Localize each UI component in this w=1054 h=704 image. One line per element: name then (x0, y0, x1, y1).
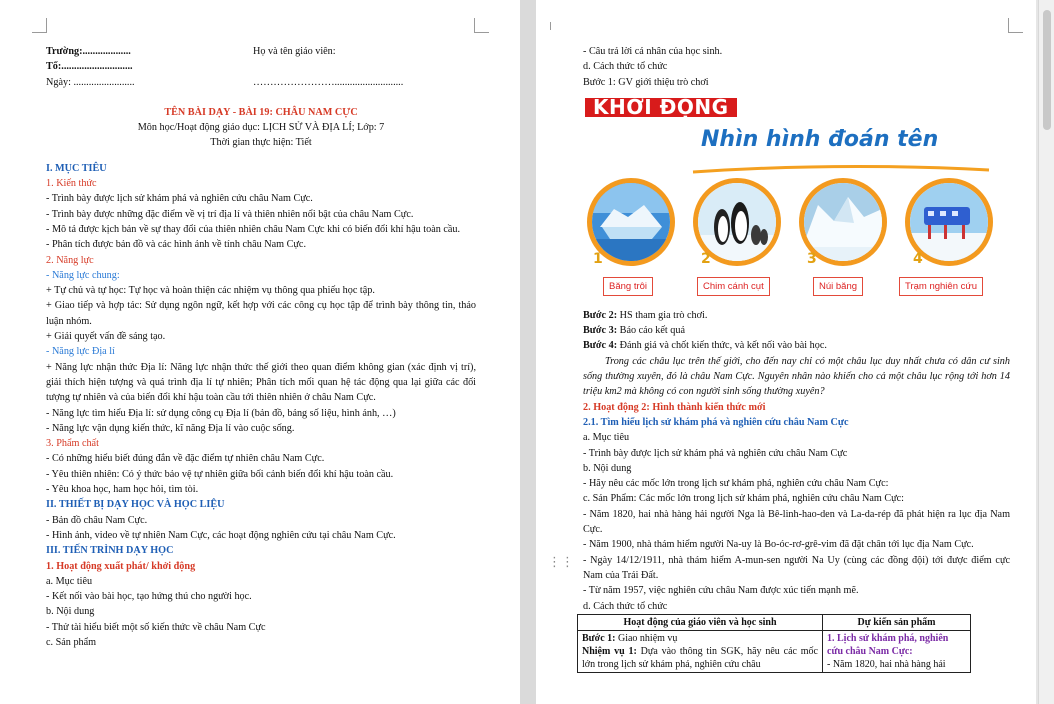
text-line: I. MỤC TIÊU (46, 162, 107, 174)
subject-line: Môn học/Hoạt động giáo dục: LỊCH SỬ VÀ ĐỊA LÍ; Lớp: 7 (137, 122, 385, 134)
step-text: Đánh giá và chốt kiến thức, và kết nối vào bài học. (617, 340, 827, 352)
step-line (583, 338, 1010, 353)
text-line: - Hãy nêu các mốc lớn trong lịch sư khám phá, nghiên cứu châu Nam Cực: (583, 478, 889, 490)
picture-number-3: 3 (807, 250, 817, 267)
scrollbar-thumb[interactable] (1043, 10, 1051, 130)
step-text: HS tham gia trò chơi. (617, 309, 708, 321)
step-1-text: Giao nhiệm vụ (615, 632, 678, 644)
text-line: + Tự chủ và tự học: Tự học và hoàn thiện các nhiệm vụ thông qua phiếu học tập. (46, 285, 375, 297)
table-row (578, 630, 971, 672)
text-line: - Từ năm 1957, việc nghiên cứu châu Nam được xúc tiến mạnh mẽ. (583, 585, 859, 597)
text-line: 1. Hoạt động xuất phát/ khởi động (46, 560, 196, 572)
step-text: Báo cáo kết quả (617, 325, 685, 337)
table-header-product: Dự kiến sản phẩm (823, 614, 971, 630)
page-corner-mark (1008, 18, 1023, 33)
game-badge: KHỞI ĐỘNG (585, 98, 737, 117)
text-line: b. Nội dung (583, 462, 632, 474)
text-line: - Năng lực vận dụng kiến thức, kĩ năng Địa lí vào cuộc sống. (46, 422, 295, 434)
document-page-2 (536, 0, 1036, 704)
teacher-field: Họ và tên giáo viên: (253, 46, 336, 57)
product-heading: 1. Lịch sử khám phá, nghiên cứu châu Nam Cực: (827, 632, 949, 657)
step-label: Bước 2: (583, 309, 618, 321)
text-line: - Năng lực tìm hiểu Địa lí: sử dụng công cụ Địa lí (bản đồ, bảng số liệu, hình ảnh, …) (46, 407, 396, 419)
text-line: - Năm 1820, hai nhà hàng hải người Nga là Bê-linh-hao-den và La-da-rép đã phát hiện ra lục địa Nam Cực. (583, 508, 1010, 536)
task-1-label: Nhiệm vụ 1: (582, 645, 637, 657)
page-2-body (583, 400, 1010, 614)
text-line: 1. Kiến thức (46, 178, 97, 190)
text-line: - Câu trả lời cá nhân của học sinh. (583, 46, 723, 57)
vertical-scrollbar[interactable] (1038, 0, 1054, 704)
text-line: c. Sản Phẩm: Các mốc lớn trong lịch sử khám phá, nghiên cứu châu Nam Cực: (583, 493, 905, 505)
game-title: Nhìn hình đoán tên (701, 126, 939, 152)
text-line: III. TIẾN TRÌNH DẠY HỌC (46, 545, 174, 557)
picture-number-2: 2 (701, 250, 711, 267)
text-line: II. THIẾT BỊ DẠY HỌC VÀ HỌC LIỆU (46, 499, 225, 511)
signature-dots: ……………………........................... (253, 76, 404, 88)
caption-glacier: Núi băng (813, 277, 863, 296)
caption-penguin: Chim cánh cụt (697, 277, 770, 296)
school-field: Trường:................... (46, 46, 131, 57)
intro-paragraph: Trong các châu lục trên thế giới, cho đến nay chỉ có một châu lục duy nhất chưa có dân cư sinh sống thường xuyên, đó là châu Nam Cực. Nguyên nhân nào khiến cho cả một châu lục rộng tới hơn 14 triệu km2 mà không có con người sinh sống thường xuyên? (583, 355, 1010, 398)
text-line: - Thử tài hiểu biết một số kiến thức về châu Nam Cực (46, 621, 266, 633)
text-line: - Mô tả được kịch bản về sự thay đổi của thiên nhiên châu Nam Cực khi có biến đổi khí hậu toàn cầu. (46, 223, 461, 235)
game-steps (583, 308, 1010, 354)
date-line (46, 75, 476, 90)
text-line: 2. Hoạt động 2: Hình thành kiến thức mới (583, 401, 766, 413)
text-line: - Ngày 14/12/1911, nhà thám hiểm A-mun-sen người Na Uy (cùng các đồng đội) tới được điểm cực Nam của Trái Đất. (583, 554, 1010, 581)
drag-handle-icon[interactable]: ⋮⋮ (548, 555, 574, 570)
text-line: - Năng lực Địa lí (46, 346, 115, 358)
time-line: Thời gian thực hiện: Tiết (210, 137, 312, 149)
group-line (46, 59, 476, 74)
text-line: - Năm 1900, nhà thám hiểm người Na-uy là Bo-óc-rơ-grê-vim đã đặt chân tới lục địa Nam Cực. (583, 539, 974, 551)
page-corner-mark (474, 18, 489, 33)
school-line (46, 44, 476, 59)
page-corner-mark (550, 22, 565, 30)
text-line: - Năng lực chung: (46, 269, 120, 281)
step-1-label: Bước 1: (582, 632, 616, 644)
step-line (583, 323, 1010, 338)
step-label: Bước 3: (583, 325, 618, 337)
text-line: Bước 1: GV giới thiệu trò chơi (583, 76, 709, 88)
product-text: - Năm 1820, hai nhà hàng hải (827, 658, 946, 670)
table-cell-product (823, 630, 971, 672)
text-line: - Yêu thiên nhiên: Có ý thức bảo vệ tự nhiên giữa bối cảnh biến đổi khí hậu toàn cầu. (46, 468, 394, 480)
text-line: 3. Phẩm chất (46, 438, 99, 450)
text-line: - Bản đồ châu Nam Cực. (46, 514, 148, 526)
text-line: + Giao tiếp và hợp tác: Sử dụng ngôn ngữ, kết hợp với các công cụ học tập để trình bày thông tin, thảo luận nhóm. (46, 300, 476, 327)
page-2-top-lines (583, 44, 1010, 90)
caption-iceberg: Băng trôi (603, 277, 653, 296)
page-1-body (46, 161, 476, 651)
date-field: Ngày: ........................ (46, 76, 135, 88)
text-line: - Hình ảnh, video về tự nhiên Nam Cực, các hoạt động nghiên cứu tại châu Nam Cực. (46, 529, 396, 541)
text-line: a. Mục tiêu (46, 575, 93, 587)
text-line: - Kết nối vào bài học, tạo hứng thú cho người học. (46, 591, 252, 603)
page-corner-mark (32, 18, 47, 33)
step-label: Bước 4: (583, 340, 618, 352)
text-line: d. Cách thức tổ chức (583, 61, 668, 73)
picture-number-4: 4 (913, 250, 923, 267)
text-line: d. Cách thức tổ chức (583, 600, 668, 612)
text-line: + Năng lực nhận thức Địa lí: Năng lực nhận thức thế giới theo quan điểm không gian (xác định vị trí), giải thích hiện tượng và quá trình địa lí tự nhiên; Phân tích mối quan hệ tác động qua lại giữa các đối tượng tự nhiên và của biến đổi khí hậu toàn cầu tới thiên nhiên ở châu Nam Cực. (46, 361, 476, 404)
table-header-activity: Hoạt động của giáo viên và học sinh (578, 614, 823, 630)
text-line: c. Sản phẩm (46, 636, 97, 648)
page-2-content (583, 44, 1010, 673)
picture-number-1: 1 (593, 250, 603, 267)
text-line: a. Mục tiêu (583, 432, 630, 444)
text-line: - Trình bày được lịch sử khám phá và nghiên cứu châu Nam Cực (583, 447, 848, 459)
table-cell-activity (578, 630, 823, 672)
text-line: - Trình bày được lịch sử khám phá và nghiên cứu châu Nam Cực. (46, 193, 313, 205)
text-line: 2. Năng lực (46, 254, 94, 266)
activity-table (577, 614, 971, 673)
title-swoosh (691, 160, 991, 180)
task-1-text: Dựa vào thông tin SGK, hãy nêu các mốc lớn trong lịch sử khám phá, nghiên cứu châu (582, 645, 818, 670)
text-line: - Yêu khoa học, ham học hỏi, tìm tòi. (46, 484, 199, 496)
text-line: 2.1. Tìm hiểu lịch sử khám phá và nghiên cứu châu Nam Cực (583, 416, 849, 428)
text-line: b. Nội dung (46, 606, 95, 618)
page-gap (520, 0, 536, 704)
game-banner-image (581, 94, 1011, 304)
text-line: + Giải quyết vấn đề sáng tạo. (46, 331, 166, 343)
text-line: - Phân tích được bản đồ và các hình ảnh về tính châu Nam Cực. (46, 239, 307, 251)
step-line (583, 308, 1010, 323)
caption-research-station: Trạm nghiên cứu (899, 277, 983, 296)
table-header-row (578, 614, 971, 630)
group-field: Tổ:............................ (46, 61, 133, 73)
text-line: - Có những hiểu biết đúng đắn về đặc điểm tự nhiên châu Nam Cực. (46, 453, 325, 465)
lesson-title: TÊN BÀI DẠY - BÀI 19: CHÂU NAM CỰC (164, 106, 358, 118)
page-1-content (46, 44, 476, 650)
document-page-1 (0, 0, 520, 704)
text-line: - Trình bày được những đặc điểm về vị trí địa lí và thiên nhiên nổi bật của châu Nam Cực. (46, 208, 414, 220)
